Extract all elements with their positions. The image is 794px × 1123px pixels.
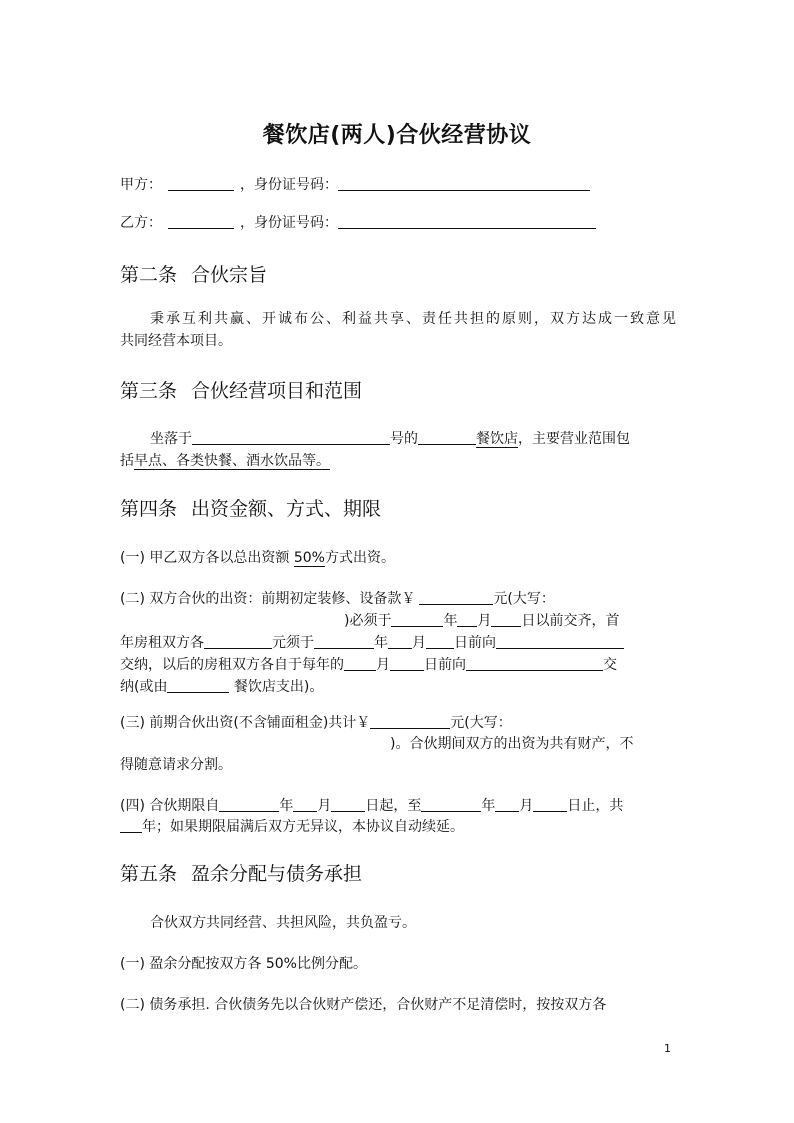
article-3-paragraph-line-1 <box>120 428 676 450</box>
article-2-heading <box>120 262 676 288</box>
article-4-item-1-text: (一) 甲乙双方各以总出资额 <box>120 550 294 566</box>
term-end-day-blank[interactable] <box>533 795 567 812</box>
article-3-name: 合伙经营项目和范围 <box>191 380 363 402</box>
first-year-rent-text: 年房租双方各 <box>120 635 204 651</box>
party-b-id-blank[interactable] <box>338 212 596 229</box>
article-3-heading <box>120 378 676 404</box>
party-b-name-blank[interactable] <box>168 212 234 229</box>
debt-bearing-label: (二) 债务承担 <box>120 997 206 1013</box>
article-3-text-scope: ，主要营业范围包 <box>518 431 630 447</box>
party-a-label: 甲方： <box>120 177 162 193</box>
annual-rent-payee-blank[interactable] <box>466 654 603 671</box>
article-4-item-3-text: (三) 前期合伙出资(不含铺面租金)共计￥ <box>120 715 371 731</box>
party-a-line <box>120 174 676 196</box>
term-total-years-blank[interactable] <box>120 816 142 833</box>
article-3-number: 第三条 <box>120 380 178 402</box>
month-label: 月 <box>412 635 426 651</box>
rent-due-year-blank[interactable] <box>314 632 374 649</box>
pay-text: 交 <box>603 657 617 673</box>
article-4-item-3-joint-property: )。合伙期间双方的出资为共有财产，不 <box>390 736 634 752</box>
annual-rent-day-blank[interactable] <box>390 654 424 671</box>
rent-due-text: 元须于 <box>272 635 314 651</box>
term-from-text: (四) 合伙期限自 <box>120 798 220 814</box>
article-2-paragraph-line-1: 秉承互利共赢、开诚布公、利益共享、责任共担的原则，双方达成一致意见 <box>150 311 676 327</box>
article-4-item-1-text-end: 方式出资。 <box>324 550 395 566</box>
article-2-paragraph-line-2: 共同经营本项目。 <box>120 333 232 349</box>
article-2-name: 合伙宗旨 <box>191 264 268 286</box>
auto-renewal-text: 年；如果期限届满后双方无异议，本协议自动续延。 <box>142 819 464 835</box>
article-4-item-2-capital-label: 元(大写： <box>493 591 555 607</box>
article-4-item-2-line-4 <box>120 654 676 676</box>
term-end-year-blank[interactable] <box>421 795 481 812</box>
before-day-to-text: 日前向 <box>454 635 496 651</box>
article-4-name: 出资金额、方式、期限 <box>191 498 382 520</box>
page-number: 1 <box>664 1042 671 1055</box>
term-total-text: 日止，共 <box>567 798 624 814</box>
article-5-paragraph: 合伙双方共同经营、共担风险，共负盈亏。 <box>150 915 416 931</box>
or-by-text: 纳(或由 <box>120 679 168 695</box>
party-b-label: 乙方： <box>120 215 162 231</box>
term-end-month-blank[interactable] <box>495 795 519 812</box>
rent-due-day-blank[interactable] <box>426 632 454 649</box>
article-4-item-3-line-1 <box>120 712 676 734</box>
article-4-number: 第四条 <box>120 498 178 520</box>
term-start-month-blank[interactable] <box>293 795 317 812</box>
month-label: 月 <box>376 657 390 673</box>
equipment-due-year-blank[interactable] <box>391 610 443 627</box>
annual-rent-month-blank[interactable] <box>344 654 376 671</box>
article-3-text-include: 括 <box>120 453 134 469</box>
before-day-to-text: 日前向 <box>424 657 466 673</box>
restaurant-payer-blank[interactable] <box>167 676 229 693</box>
rent-payee-blank[interactable] <box>496 632 624 649</box>
article-4-item-2-text: (二) 双方合伙的出资：前期初定装修、设备款￥ <box>120 591 416 607</box>
year-label: 年 <box>279 798 294 814</box>
annual-rent-text: 交纳，以后的房租双方各自于每年的 <box>120 657 344 673</box>
initial-capital-amount-blank[interactable] <box>370 712 450 729</box>
article-3-address-blank[interactable] <box>192 428 390 445</box>
term-to-text: 日起，至 <box>365 798 422 814</box>
equipment-due-day-blank[interactable] <box>491 610 521 627</box>
term-start-day-blank[interactable] <box>331 795 365 812</box>
article-5-number: 第五条 <box>120 863 178 885</box>
party-a-name-blank[interactable] <box>168 174 234 191</box>
article-4-item-3-line-3: 得随意请求分割。 <box>120 757 232 773</box>
month-label: 月 <box>317 798 332 814</box>
equipment-due-month-blank[interactable] <box>457 610 477 627</box>
year-label: 年 <box>443 613 458 629</box>
year-label: 年 <box>481 798 496 814</box>
article-4-item-3-capital-label: 元(大写： <box>450 715 512 731</box>
article-4-item-1-ratio: 50% <box>293 550 325 566</box>
rent-due-month-blank[interactable] <box>388 632 412 649</box>
article-4-item-2-deadline-text: 日以前交齐，首 <box>521 613 620 629</box>
equipment-amount-blank[interactable] <box>419 588 493 605</box>
party-a-id-label: ，身份证号码： <box>240 177 338 193</box>
party-a-id-blank[interactable] <box>338 174 590 191</box>
article-3-shop-name-blank[interactable] <box>418 428 476 445</box>
month-label: 月 <box>477 613 492 629</box>
restaurant-expense-text: 餐饮店支出)。 <box>229 679 324 695</box>
article-3-business-scope: 早点、各类快餐、酒水饮品等。 <box>134 453 330 469</box>
party-b-id-label: ，身份证号码： <box>240 215 338 231</box>
article-4-item-2-line-5 <box>120 676 676 698</box>
article-3-paragraph-line-2 <box>120 450 676 472</box>
article-4-item-2-line-3 <box>120 632 676 654</box>
article-4-item-4-line-2 <box>120 816 676 838</box>
article-3-text-located-at: 坐落于 <box>150 431 192 447</box>
article-4-item-2-due: )必须于 <box>344 613 392 629</box>
article-4-item-3-line-2 <box>120 733 676 755</box>
first-year-rent-blank[interactable] <box>204 632 272 649</box>
article-5-name: 盈余分配与债务承担 <box>191 863 363 885</box>
month-label: 月 <box>519 798 534 814</box>
article-4-item-4-line-1 <box>120 795 676 817</box>
article-4-heading <box>120 496 676 522</box>
article-3-text-number: 号的 <box>390 431 418 447</box>
article-4-item-1 <box>120 547 676 569</box>
article-4-item-2-line-1 <box>120 588 676 610</box>
article-3-text-restaurant: 餐饮店 <box>476 431 518 447</box>
article-4-item-2-line-2 <box>120 610 676 632</box>
document-title: 餐饮店(两人)合伙经营协议 <box>262 123 532 148</box>
party-b-line <box>120 212 676 234</box>
year-label: 年 <box>374 635 388 651</box>
article-5-heading <box>120 861 676 887</box>
term-start-year-blank[interactable] <box>219 795 279 812</box>
article-2-number: 第二条 <box>120 264 178 286</box>
article-5-item-1: (一) 盈余分配按双方各 50%比例分配。 <box>120 956 367 972</box>
debt-bearing-text: . 合伙债务先以合伙财产偿还，合伙财产不足清偿时，按按双方各 <box>205 997 607 1013</box>
article-5-item-2 <box>120 994 676 1016</box>
